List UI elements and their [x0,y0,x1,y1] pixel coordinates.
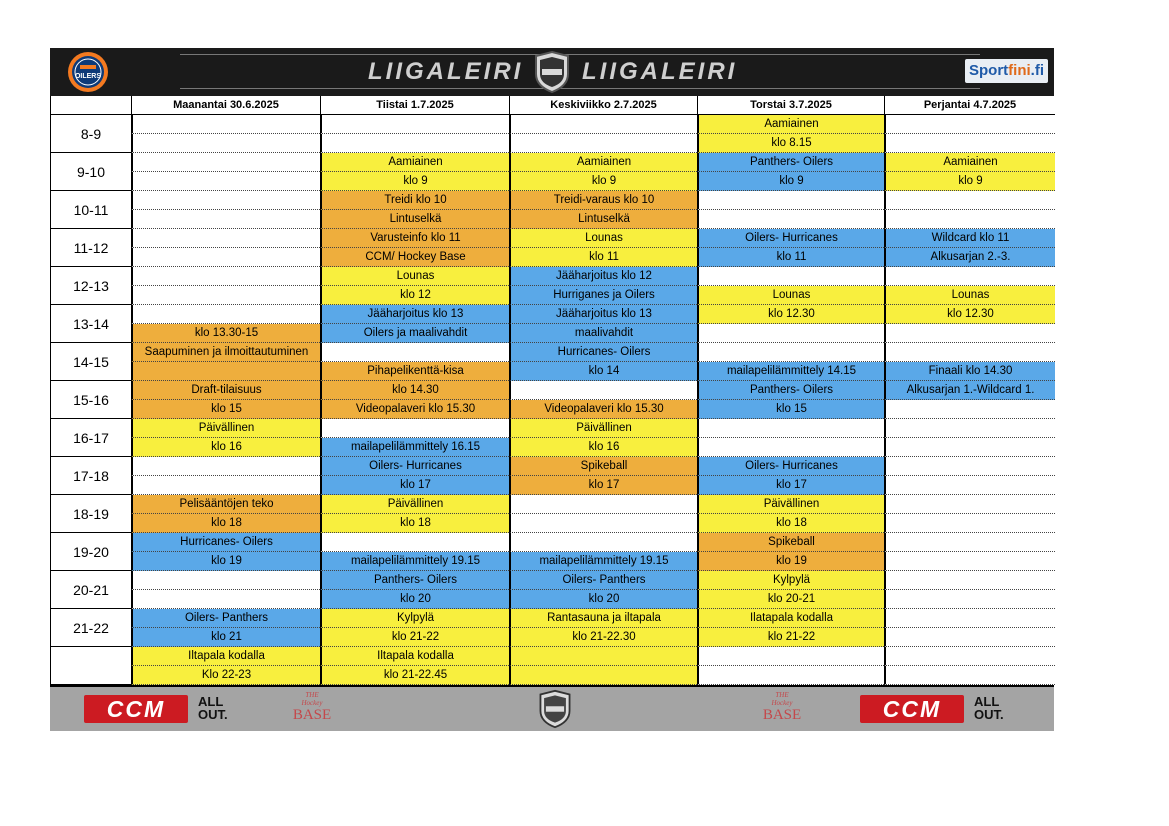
schedule-cell: Oilers- Hurricanes [697,229,884,248]
schedule-cell: mailapelilämmittely 14.15 [697,362,884,381]
schedule-cell: Jääharjoitus klo 12 [509,267,697,286]
allout-line-1: ALL [198,694,224,709]
schedule-cell: Päivällinen [697,495,884,514]
schedule-cell [320,134,509,153]
schedule-cell: Alkusarjan 2.-3. [884,248,1055,267]
schedule-cell: klo 20 [320,590,509,609]
hockeybase-logo-2 [758,691,806,729]
schedule-cell [509,115,697,134]
schedule-cell: Hurriganes ja Oilers [509,286,697,305]
schedule-cell [131,590,320,609]
schedule-cell: Hurricanes- Oilers [509,343,697,362]
schedule-cell: Oilers- Panthers [509,571,697,590]
schedule-cell: mailapelilämmittely 16.15 [320,438,509,457]
schedule-cell [697,438,884,457]
schedule-cell: klo 11 [509,248,697,267]
schedule-cell [884,134,1055,153]
schedule-cell [884,590,1055,609]
schedule-cell [131,248,320,267]
schedule-cell: Pelisääntöjen teko [131,495,320,514]
schedule-cell: Panthers- Oilers [320,571,509,590]
schedule-cell: Päivällinen [131,419,320,438]
schedule-cell: Aamiainen [320,153,509,172]
schedule-cell [509,381,697,400]
schedule-cell: klo 11 [697,248,884,267]
schedule-cell: Oilers- Hurricanes [320,457,509,476]
hockeybase-large: BASE [292,707,332,723]
title-rule-bottom [180,88,980,89]
schedule-cell [884,666,1055,685]
schedule-cell: Panthers- Oilers [697,381,884,400]
schedule-cell: klo 16 [131,438,320,457]
schedule-cell: Klo 22-23 [131,666,320,685]
schedule-cell: klo 9 [884,172,1055,191]
schedule-cell [884,628,1055,647]
schedule-cell: klo 21-22.45 [320,666,509,685]
schedule-cell: klo 18 [320,514,509,533]
hockeybase-large: BASE [762,707,802,723]
header-band [50,48,1054,96]
schedule-cell: CCM/ Hockey Base [320,248,509,267]
schedule-grid [50,96,1054,685]
time-slot-label: 19-20 [51,533,131,571]
schedule-cell [884,267,1055,286]
schedule-cell [884,495,1055,514]
time-slot-label: 10-11 [51,191,131,229]
sportfin-part-1: Sport [968,62,1009,79]
time-slot-label: 12-13 [51,267,131,305]
allout-line-1: ALL [974,694,1000,709]
schedule-cell: Saapuminen ja ilmoittautuminen [131,343,320,362]
schedule-cell: klo 9 [509,172,697,191]
schedule-cell: mailapelilämmittely 19.15 [320,552,509,571]
schedule-cell: klo 15 [131,400,320,419]
league-shield-footer-icon [536,689,574,729]
day-header: Keskiviikko 2.7.2025 [509,96,697,115]
schedule-cell [697,666,884,685]
schedule-cell: Jääharjoitus klo 13 [320,305,509,324]
schedule-cell: Lintuselkä [509,210,697,229]
schedule-cell: Oilers- Hurricanes [697,457,884,476]
schedule-cell: Lounas [697,286,884,305]
schedule-cell [131,210,320,229]
day-header: Maanantai 30.6.2025 [131,96,320,115]
schedule-cell [884,476,1055,495]
schedule-cell [131,305,320,324]
schedule-cell [131,115,320,134]
hockeybase-logo [288,691,336,729]
schedule-cell: klo 18 [131,514,320,533]
day-header: Torstai 3.7.2025 [697,96,884,115]
schedule-cell: klo 21 [131,628,320,647]
schedule-cell: klo 14 [509,362,697,381]
schedule-cell [697,267,884,286]
schedule-cell: klo 12 [320,286,509,305]
schedule-cell [131,476,320,495]
corner-header [51,96,131,115]
schedule-cell [509,134,697,153]
footer-band [50,685,1054,731]
schedule-cell [884,609,1055,628]
sportfin-logo [965,59,1048,83]
schedule-cell: klo 15 [697,400,884,419]
schedule-cell: Ilatapala kodalla [697,609,884,628]
schedule-cell [884,647,1055,666]
schedule-cell [131,571,320,590]
schedule-cell [884,419,1055,438]
schedule-cell: klo 20-21 [697,590,884,609]
schedule-cell: Pihapelikenttä-kisa [320,362,509,381]
time-slot-label: 17-18 [51,457,131,495]
time-slot-label: 13-14 [51,305,131,343]
schedule-cell: klo 21-22 [697,628,884,647]
schedule-cell [131,153,320,172]
schedule-cell [697,647,884,666]
schedule-cell: klo 19 [697,552,884,571]
schedule-cell: Hurricanes- Oilers [131,533,320,552]
schedule-cell: klo 21-22.30 [509,628,697,647]
schedule-cell: klo 18 [697,514,884,533]
schedule-cell [884,514,1055,533]
schedule-cell: klo 9 [320,172,509,191]
schedule-cell [884,210,1055,229]
schedule-cell: klo 9 [697,172,884,191]
schedule-cell [131,229,320,248]
schedule-cell [509,666,697,685]
schedule-cell: Videopalaveri klo 15.30 [509,400,697,419]
schedule-cell [884,533,1055,552]
allout-logo [198,695,228,721]
allout-line-2: OUT. [974,707,1004,722]
schedule-cell: Kylpylä [320,609,509,628]
schedule-cell: klo 17 [509,476,697,495]
league-shield-icon [532,50,572,94]
time-slot-label: 16-17 [51,419,131,457]
schedule-cell [884,552,1055,571]
schedule-cell [884,400,1055,419]
schedule-cell [131,362,320,381]
schedule-cell: Panthers- Oilers [697,153,884,172]
allout-logo-2 [974,695,1004,721]
schedule-cell: klo 12.30 [697,305,884,324]
schedule-cell: klo 17 [697,476,884,495]
schedule-cell [131,172,320,191]
day-header: Tiistai 1.7.2025 [320,96,509,115]
oilers-logo-icon [66,51,110,93]
schedule-cell: Alkusarjan 1.-Wildcard 1. [884,381,1055,400]
schedule-cell [884,457,1055,476]
schedule-cell: klo 14.30 [320,381,509,400]
schedule-cell [131,457,320,476]
schedule-cell: klo 19 [131,552,320,571]
schedule-cell: Päivällinen [509,419,697,438]
schedule-cell [320,533,509,552]
schedule-cell [697,191,884,210]
schedule-cell: Videopalaveri klo 15.30 [320,400,509,419]
schedule-cell: klo 12.30 [884,305,1055,324]
schedule-cell: klo 21-22 [320,628,509,647]
time-slot-label [51,647,131,685]
schedule-cell [131,286,320,305]
hockeybase-small-2: Hockey [301,699,323,707]
schedule-cell: Iltapala kodalla [131,647,320,666]
schedule-cell [884,343,1055,362]
schedule-cell: Treidi klo 10 [320,191,509,210]
schedule-cell [509,533,697,552]
schedule-cell: klo 20 [509,590,697,609]
time-slot-label: 18-19 [51,495,131,533]
schedule-cell: Lounas [884,286,1055,305]
hockeybase-small-1: THE [775,691,789,699]
schedule-cell [884,571,1055,590]
schedule-cell [884,324,1055,343]
schedule-cell [509,647,697,666]
schedule-cell: Treidi-varaus klo 10 [509,191,697,210]
schedule-cell: Lintuselkä [320,210,509,229]
schedule-cell: Spikeball [697,533,884,552]
schedule-cell: Spikeball [509,457,697,476]
schedule-cell: Varusteinfo klo 11 [320,229,509,248]
schedule-cell [884,438,1055,457]
schedule-cell: Aamiainen [884,153,1055,172]
schedule-cell: Oilers ja maalivahdit [320,324,509,343]
schedule-cell: Jääharjoitus klo 13 [509,305,697,324]
schedule-cell [320,115,509,134]
allout-line-2: OUT. [198,707,228,722]
schedule-cell [697,210,884,229]
schedule-cell: Lounas [320,267,509,286]
day-header: Perjantai 4.7.2025 [884,96,1055,115]
schedule-cell: maalivahdit [509,324,697,343]
schedule-cell [697,343,884,362]
schedule-cell [320,419,509,438]
schedule-cell: Wildcard klo 11 [884,229,1055,248]
sportfin-part-2: fini [1008,62,1031,79]
schedule-cell [131,191,320,210]
time-slot-label: 11-12 [51,229,131,267]
schedule-cell: Draft-tilaisuus [131,381,320,400]
time-slot-label: 8-9 [51,115,131,153]
schedule-cell: klo 16 [509,438,697,457]
schedule-cell: Iltapala kodalla [320,647,509,666]
schedule-cell: Finaali klo 14.30 [884,362,1055,381]
ccm-logo: CCM [84,695,188,723]
schedule-cell: klo 8.15 [697,134,884,153]
schedule-cell [697,324,884,343]
svg-text:OILERS: OILERS [74,73,102,80]
schedule-cell [131,134,320,153]
title-rule-top [180,54,980,55]
schedule-sheet [50,48,1054,731]
ccm-logo-2: CCM [860,695,964,723]
time-slot-label: 20-21 [51,571,131,609]
schedule-cell [884,191,1055,210]
schedule-cell [697,419,884,438]
schedule-cell [320,343,509,362]
schedule-cell: Oilers- Panthers [131,609,320,628]
schedule-cell [884,115,1055,134]
header-title-left: LIIGALEIRI [368,58,524,85]
schedule-cell: Aamiainen [509,153,697,172]
schedule-cell [131,267,320,286]
schedule-cell: Kylpylä [697,571,884,590]
sportfin-part-3: .fi [1030,62,1044,79]
header-title-right: LIIGALEIRI [582,58,738,85]
schedule-cell [509,514,697,533]
schedule-cell: Rantasauna ja iltapala [509,609,697,628]
hockeybase-small-2: Hockey [771,699,793,707]
time-slot-label: 14-15 [51,343,131,381]
time-slot-label: 9-10 [51,153,131,191]
schedule-cell: klo 17 [320,476,509,495]
schedule-cell: mailapelilämmittely 19.15 [509,552,697,571]
schedule-cell: klo 13.30-15 [131,324,320,343]
schedule-cell: Lounas [509,229,697,248]
schedule-cell [509,495,697,514]
schedule-cell: Aamiainen [697,115,884,134]
time-slot-label: 15-16 [51,381,131,419]
schedule-cell: Päivällinen [320,495,509,514]
time-slot-label: 21-22 [51,609,131,647]
hockeybase-small-1: THE [305,691,319,699]
